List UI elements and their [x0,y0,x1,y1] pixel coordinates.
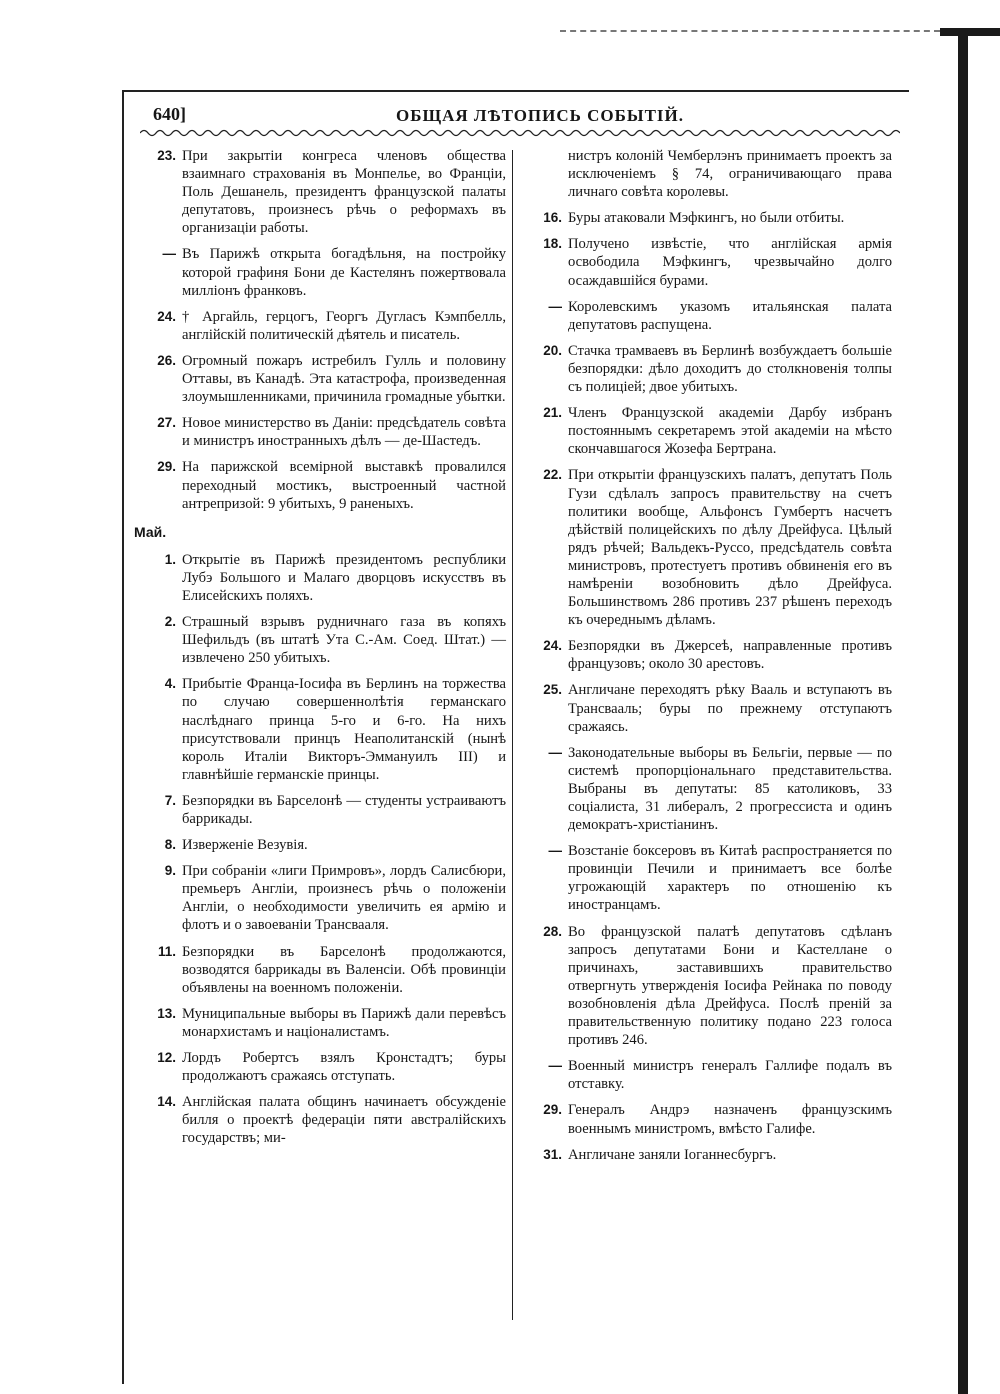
entry-date: 8. [164,837,176,853]
entry-date: 14. [157,1094,176,1110]
entry-text: Новое министерство въ Даніи: предсѣдатель совѣта и министръ иностранныхъ дѣлъ — де-Шастедъ. [182,415,506,450]
entry-text: Членъ Французской академіи Дарбу избранъ постояннымъ секретаремъ этой академіи на мѣсто скончавшагося Жозефа Бертрана. [568,405,892,458]
entry-text: Муниципальные выборы въ Парижѣ дали перевѣсъ монархистамъ и націоналистамъ. [182,1005,506,1040]
entry-date: 26. [157,352,176,368]
chronicle-entry [128,458,506,512]
entry-text: При собраніи «лиги Примровъ», лордъ Салисбюри, премьеръ Англіи, произнесъ рѣчь о положеніи Англіи, о необходимости увеличить ея армію и флотъ и о завоеваніи Трансвааля. [182,863,506,934]
entry-date: — [548,298,562,314]
entry-date: 1. [164,551,176,567]
entry-text: Получено извѣстіе, что англійская армія освободила Мэфкингъ, чрезвычайно долго осаждавшійся бурами. [568,236,892,289]
entry-text: Генералъ Андрэ назначенъ французскимъ военнымъ министромъ, вмѣсто Галифе. [568,1102,892,1137]
entry-text: При закрытіи конгреса членовъ общества взаимнаго страхованія въ Монпелье, во Франціи, Поль Дешанель, президентъ французской палаты депутатовъ, произнесъ рѣчь о реформахъ въ организаціи работы. [182,148,506,237]
entry-text: Безпорядки въ Барселонѣ — студенты устраиваютъ баррикады. [182,792,506,827]
entry-text: Стачка трамваевъ въ Берлинѣ возбуждаетъ большіе безпорядки: дѣло доходитъ до столкновенія толпы съ полиціей; двое убитыхъ. [568,342,892,396]
entry-date: 20. [543,342,562,358]
entry-date: 13. [157,1005,176,1021]
entry-text: Открытіе въ Парижѣ президентомъ республики Лубэ Большого и Малаго дворцовъ искусствъ въ Елисейскихъ поляхъ. [182,551,506,604]
chronicle-entry [128,792,506,828]
entry-date: 21. [543,405,562,421]
wavy-rule [140,126,900,140]
chronicle-entry [522,637,892,673]
entry-text: На парижской всемірной выставкѣ провалился переходный мостикъ, выстроенный частной антрепризой: 9 убитыхъ, 9 раненыхъ. [182,459,506,512]
entry-text: Королевскимъ указомъ итальянская палата депутатовъ распущена. [568,298,892,333]
scan-right-edge [958,30,968,1394]
entry-text: Въ Парижѣ открыта богадѣльня, на постройку которой графиня Бони де Кастелянъ пожертвовала милліонъ франковъ. [182,246,506,299]
entry-text: Англійская палата общинъ начинаетъ обсужденіе билля о проектѣ федераціи пяти австралійскихъ государствъ; ми- [182,1094,506,1147]
entry-text: Безпорядки въ Джерсеѣ, направленные противъ французовъ; около 30 арестовъ. [568,638,892,673]
chronicle-entry [128,414,506,450]
entry-text: Военный министръ генералъ Галлифе подалъ въ отставку. [568,1058,892,1093]
entry-date: 31. [543,1146,562,1162]
page-number: 640] [153,104,186,124]
chronicle-entry [522,298,892,334]
chronicle-entry [128,862,506,934]
chronicle-entry [128,1093,506,1147]
entry-date: 18. [543,236,562,252]
chronicle-entry [522,342,892,396]
entry-date: — [548,843,562,859]
entry-date: 11. [157,943,176,959]
chronicle-entry [522,404,892,458]
left-column [128,147,506,1156]
entry-date: 28. [543,923,562,939]
entry-date: 12. [157,1050,176,1066]
entry-date: — [548,1058,562,1074]
entry-text: Буры атаковали Мэфкингъ, но были отбиты. [568,210,845,227]
chronicle-entry [522,1146,892,1164]
chronicle-entry [522,209,892,227]
chronicle-entry [128,613,506,667]
entry-date: 29. [543,1102,562,1118]
chronicle-entry [522,1057,892,1093]
column-divider [512,150,513,1320]
entry-date: 24. [157,308,176,324]
entry-text: Страшный взрывъ рудничнаго газа въ копяхъ Шефильдъ (въ штатѣ Ута С.-Ам. Соед. Штат.) — извлечено 250 убитыхъ. [182,614,506,667]
entry-date [522,147,568,201]
continued-entry [522,147,892,201]
entry-text: Англичане заняли Іоганнесбургъ. [568,1146,777,1163]
entry-text: Англичане переходятъ рѣку Вааль и вступаютъ въ Трансвааль; буры по прежнему отступаютъ сражаясь. [568,682,892,735]
chronicle-entry [128,551,506,605]
chronicle-entry [128,147,506,237]
chronicle-entry [128,352,506,406]
entry-date: 24. [543,638,562,654]
entry-date: 2. [164,614,176,630]
scan-top-edge [560,30,940,32]
chronicle-entry [128,675,506,784]
entry-text: При открытіи французскихъ палатъ, депутатъ Поль Гузи сдѣлалъ запросъ правительству на счетъ политики вообще, Альфонсъ Гумбертъ насчетъ дѣйствій полицейскихъ по дѣлу Дрейфуса. Цѣлый рядъ рѣчей; Вальдекъ-Руссо, предсѣдатель совѣта министровъ, протестуетъ противъ обвиненія его въ намѣреніи возобновить дѣло Дрейфуса. Большинствомъ 286 противъ 237 рѣшенъ переходъ къ очереднымъ дѣламъ. [568,467,892,629]
entry-date: — [548,744,562,760]
scan-edge-cap [940,28,1000,36]
entry-date: 23. [157,148,176,163]
chronicle-entry [522,681,892,735]
entry-text: Лордъ Робертсъ взялъ Кронстадтъ; буры продолжаютъ сражаясь отступать. [182,1050,506,1085]
chronicle-entry [128,245,506,299]
page-title: ОБЩАЯ ЛѢТОПИСЬ СОБЫТІЙ. [396,106,684,125]
entry-text: Изверженіе Везувія. [182,837,308,854]
entry-date: 7. [164,792,176,808]
chronicle-entry [522,235,892,289]
entry-text: Во французской палатѣ депутатовъ сдѣланъ запросъ депутатами Бони и Кастеллане о причинахъ, заставившихъ правительство отвергнуть утвержденія Іосифа Рейнака по поводу возобновленія дѣла Дрейфуса. Послѣ преній за правительственную политику подано 223 голоса противъ 246. [568,923,892,1049]
entry-date: 4. [164,676,176,692]
entry-text: Прибытіе Франца-Іосифа въ Берлинъ на торжества по случаю совершеннолѣтія германскаго наслѣднаго принца 5-го и 6-го. На нихъ присутствовали принцъ Неаполитанскій (нынѣ король Италіи Викторъ-Эммануилъ III) и главнѣйшіе германскіе принцы. [182,676,506,783]
entry-text: † Аргайль, герцогъ, Георгъ Дугласъ Кэмпбелль, англійскій политическій дѣятель и писатель. [182,308,506,343]
chronicle-entry [128,836,506,854]
entry-date: 9. [164,863,176,879]
month-heading: Май. [134,523,167,540]
chronicle-entry [522,744,892,834]
entry-date: — [162,246,176,262]
chronicle-entry [522,842,892,914]
entry-date: 25. [543,682,562,698]
entry-date: 16. [543,210,562,226]
entry-list [128,551,506,1148]
entry-list [522,209,892,1163]
entry-date: 29. [157,459,176,475]
entry-text: нистръ колоній Чемберлэнъ принимаетъ проектъ за исключеніемъ § 74, ограничивающаго права личнаго совѣта королевы. [568,148,892,201]
right-column [522,147,892,1172]
chronicle-entry [128,1049,506,1085]
entry-text: Законодательные выборы въ Бельгіи, первые — по системѣ пропорціональнаго представительства. Выбраны въ депутаты: 85 католиковъ, 33 соціалиста, 31 либералъ, 2 прогрессиста и одинъ демократъ-христіанинъ. [568,744,892,834]
chronicle-entry [522,1101,892,1137]
chronicle-entry [522,923,892,1050]
chronicle-entry [128,943,506,997]
entry-text: Огромный пожаръ истребилъ Гулль и половину Оттавы, въ Канадѣ. Эта катастрофа, произведенная злоумышленниками, причинила громадные убытки. [182,352,506,406]
entry-text: Безпорядки въ Барселонѣ продолжаются, возводятся баррикады въ Валенсіи. Обѣ провинціи объявлены на военномъ положеніи. [182,943,506,996]
chronicle-entry [522,466,892,629]
chronicle-entry [128,1005,506,1041]
entry-text: Возстаніе боксеровъ въ Китаѣ распространяется по провинціи Печили и принимаетъ все болѣе угрожающій характеръ по отношенію къ иностранцамъ. [568,843,892,914]
chronicle-entry [128,308,506,344]
entry-list [128,147,506,513]
entry-date: 22. [543,467,562,483]
entry-date: 27. [157,415,176,431]
